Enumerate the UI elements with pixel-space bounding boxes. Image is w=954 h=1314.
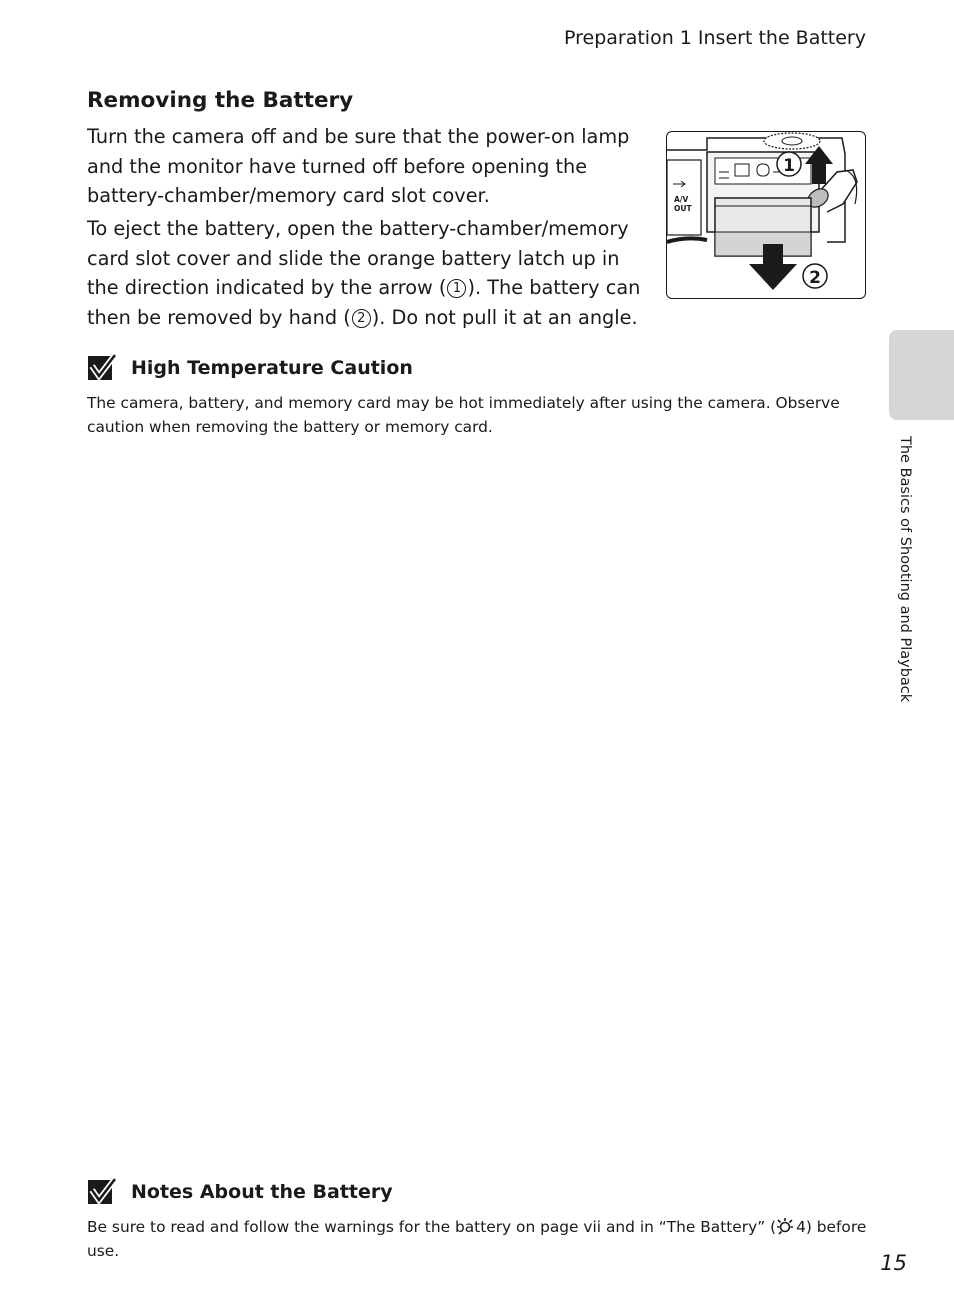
out-label: OUT: [674, 204, 692, 213]
chapter-tab: [889, 330, 954, 420]
section-title: Removing the Battery: [87, 88, 354, 113]
eject-text-c: ). Do not pull it at an angle.: [371, 305, 638, 329]
high-temperature-caution-heading: [87, 354, 413, 382]
paragraph-turn-off: Turn the camera off and be sure that the power-on lamp and the monitor have turned off before opening the battery-chamber/memory card slot cover.: [87, 125, 630, 207]
battery-note-text-b: ) before use.: [87, 1218, 867, 1260]
chapter-side-label: The Basics of Shooting and Playback: [897, 436, 913, 703]
battery-note-text-a: Be sure to read and follow the warnings for the battery on page vii and in “The Battery” (: [87, 1218, 777, 1236]
circled-number-1: 1: [447, 279, 466, 298]
battery-removal-illustration: [666, 131, 866, 299]
caution-checkmark-icon: [87, 354, 117, 382]
figure-label-1: 1: [783, 156, 795, 176]
paragraph-eject: [87, 214, 647, 332]
reference-page-icon: [776, 1217, 796, 1235]
figure-label-2: 2: [809, 268, 821, 288]
notes-about-battery-title: Notes About the Battery: [131, 1181, 393, 1203]
av-label: A/V: [674, 195, 689, 204]
eject-text-b: ). The battery can then be removed by hand (: [87, 276, 641, 329]
notes-about-battery-heading: [87, 1178, 393, 1206]
circled-number-2: 2: [352, 309, 371, 328]
battery-note-ref-page: 4: [796, 1218, 806, 1236]
eject-text-a: To eject the battery, open the battery-chamber/memory card slot cover and slide the orange battery latch up in the direction indicated by the arrow (: [87, 217, 629, 299]
high-temperature-caution-body: The camera, battery, and memory card may be hot immediately after using the camera. Observe caution when removing the battery or memory card.: [87, 394, 840, 436]
camera-battery-removal-illustration: [667, 132, 864, 297]
caution-checkmark-icon: [87, 1178, 117, 1206]
running-header: Preparation 1 Insert the Battery: [563, 27, 866, 49]
notes-about-battery-body: [87, 1215, 867, 1263]
page-number: 15: [880, 1251, 907, 1275]
high-temperature-caution-title: High Temperature Caution: [131, 357, 413, 379]
